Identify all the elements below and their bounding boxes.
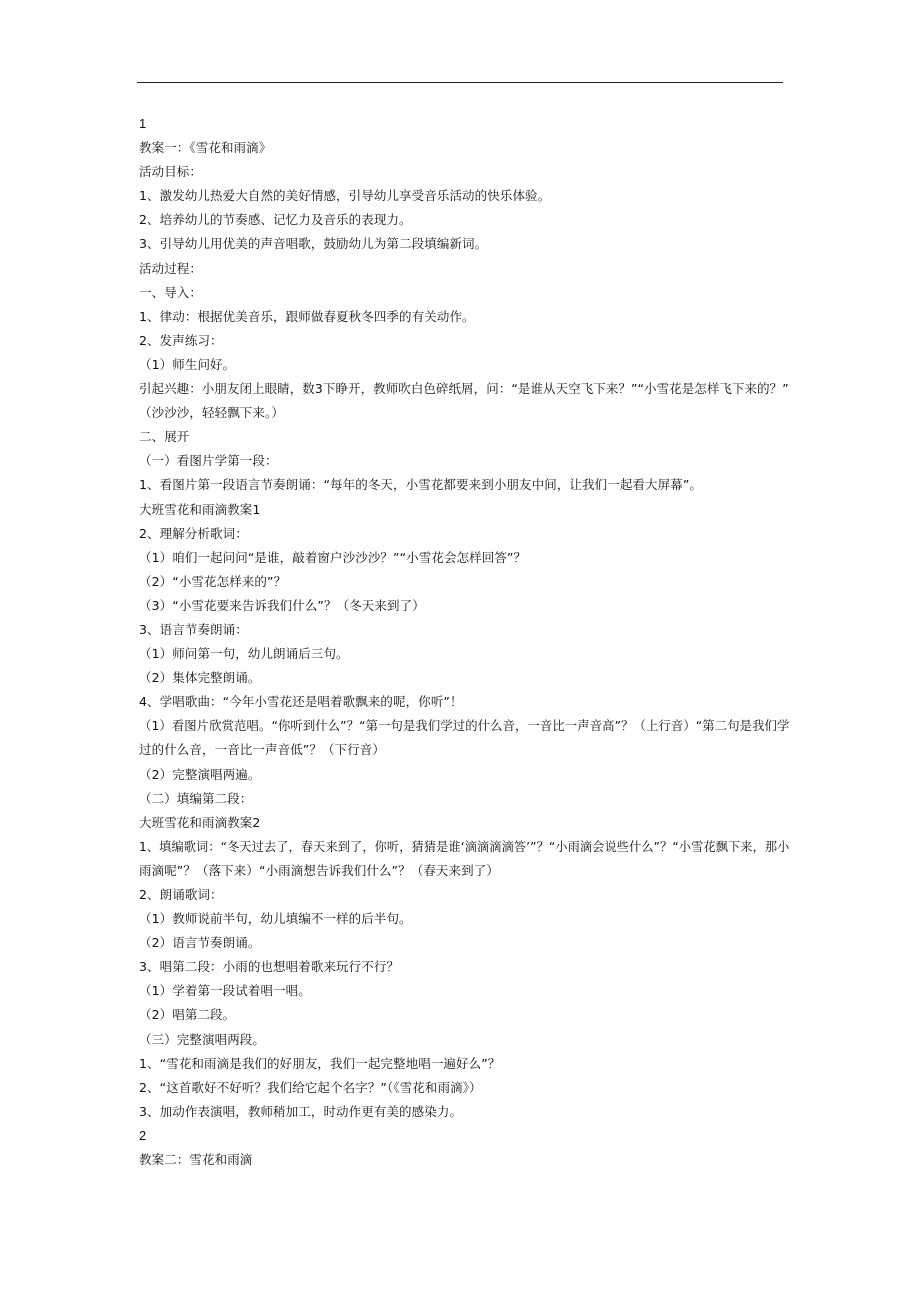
text-line: 1、看图片第一段语言节奏朗诵：“每年的冬天，小雪花都要来到小朋友中间，让我们一起看大屏幕”。 xyxy=(139,477,703,493)
goal-item: 1、激发幼儿热爱大自然的美好情感，引导幼儿享受音乐活动的快乐体验。 xyxy=(139,188,551,204)
section-heading: 一、导入： xyxy=(139,284,203,300)
text-line: （沙沙沙，轻轻飘下来。） xyxy=(139,405,284,421)
lesson-subtitle: 大班雪花和雨滴教案1 xyxy=(139,501,261,517)
text-line: 引起兴趣：小朋友闭上眼睛，数3下睁开，教师吹白色碎纸屑，问：“是谁从天空飞下来？”“小雪花是怎样飞下来的？” xyxy=(139,381,789,397)
text-line: 2、理解分析歌词： xyxy=(139,525,248,541)
text-line: 2、发声练习： xyxy=(139,332,223,348)
text-line: 4、学唱歌曲：“今年小雪花还是唱着歌飘来的呢，你听”！ xyxy=(139,694,463,710)
text-line: 过的什么音，一音比一声音低”？（下行音） xyxy=(139,742,385,758)
text-line: （2）语言节奏朗诵。 xyxy=(139,935,261,951)
goal-item: 2、培养幼儿的节奏感、记忆力及音乐的表现力。 xyxy=(139,212,412,228)
section-heading: 二、展开 xyxy=(139,429,190,445)
text-line: 2、朗诵歌词： xyxy=(139,887,223,902)
text-line: （1）看图片欣赏范唱。“你听到什么”？“第一句是我们学过的什么音，一音比一声音高”？（上行音）“第二句是我们学 xyxy=(139,718,790,734)
text-line: 1、填编歌词：“冬天过去了，春天来到了，你听，猜猜是谁‘滴滴滴滴答’”？“小雨滴会说些什么”？“小雪花飘下来，那小 xyxy=(139,838,790,854)
text-line: 2、“这首歌好不好听？我们给它起个名字？”（《雪花和雨滴》） xyxy=(139,1079,482,1095)
text-line: 3、加动作表演唱，教师稍加工，时动作更有美的感染力。 xyxy=(139,1103,463,1119)
section-number: 2 xyxy=(139,1127,147,1143)
text-line: （2）集体完整朗诵。 xyxy=(139,670,261,686)
lesson-title: 教案二：雪花和雨滴 xyxy=(139,1152,253,1168)
lesson-subtitle: 大班雪花和雨滴教案2 xyxy=(139,814,261,830)
text-line: 雨滴呢”？（落下来）“小雨滴想告诉我们什么”？（春天来到了） xyxy=(139,862,499,878)
heading-process: 活动过程： xyxy=(139,260,203,276)
text-line: （1）教师说前半句，幼儿填编不一样的后半句。 xyxy=(139,911,412,927)
heading-goals: 活动目标： xyxy=(139,164,203,180)
text-line: 3、语言节奏朗诵： xyxy=(139,621,248,637)
text-line: （2）唱第二段。 xyxy=(139,1007,236,1023)
text-line: （1）师生问好。 xyxy=(139,356,236,372)
text-line: （3）“小雪花要来告诉我们什么”？（冬天来到了） xyxy=(139,597,425,613)
text-line: 1、律动：根据优美音乐，跟师做春夏秋冬四季的有关动作。 xyxy=(139,308,475,324)
document-body xyxy=(139,112,789,1172)
text-line: （1）咱们一起问问“是谁，敲着窗户沙沙沙？”“小雪花会怎样回答”？ xyxy=(139,549,527,565)
lesson-title: 教案一：《雪花和雨滴》 xyxy=(139,140,272,156)
subsection-heading: （一）看图片学第一段： xyxy=(139,453,278,469)
text-line: 3、唱第二段：小雨的也想唱着歌来玩行不行？ xyxy=(139,959,400,975)
text-line: （1）师问第一句，幼儿朗诵后三句。 xyxy=(139,646,349,662)
text-line: （2）完整演唱两遍。 xyxy=(139,766,261,782)
section-number: 1 xyxy=(139,116,147,131)
text-line: （2）“小雪花怎样来的”？ xyxy=(139,573,287,589)
header-rule xyxy=(137,82,783,83)
text-line: 1、“雪花和雨滴是我们的好朋友，我们一起完整地唱一遍好么”？ xyxy=(139,1055,501,1071)
subsection-heading: （三）完整演唱两段。 xyxy=(139,1031,266,1047)
text-line: （1）学着第一段试着唱一唱。 xyxy=(139,983,311,999)
goal-item: 3、引导幼儿用优美的声音唱歌，鼓励幼儿为第二段填编新词。 xyxy=(139,236,488,252)
subsection-heading: （二）填编第二段： xyxy=(139,790,253,806)
